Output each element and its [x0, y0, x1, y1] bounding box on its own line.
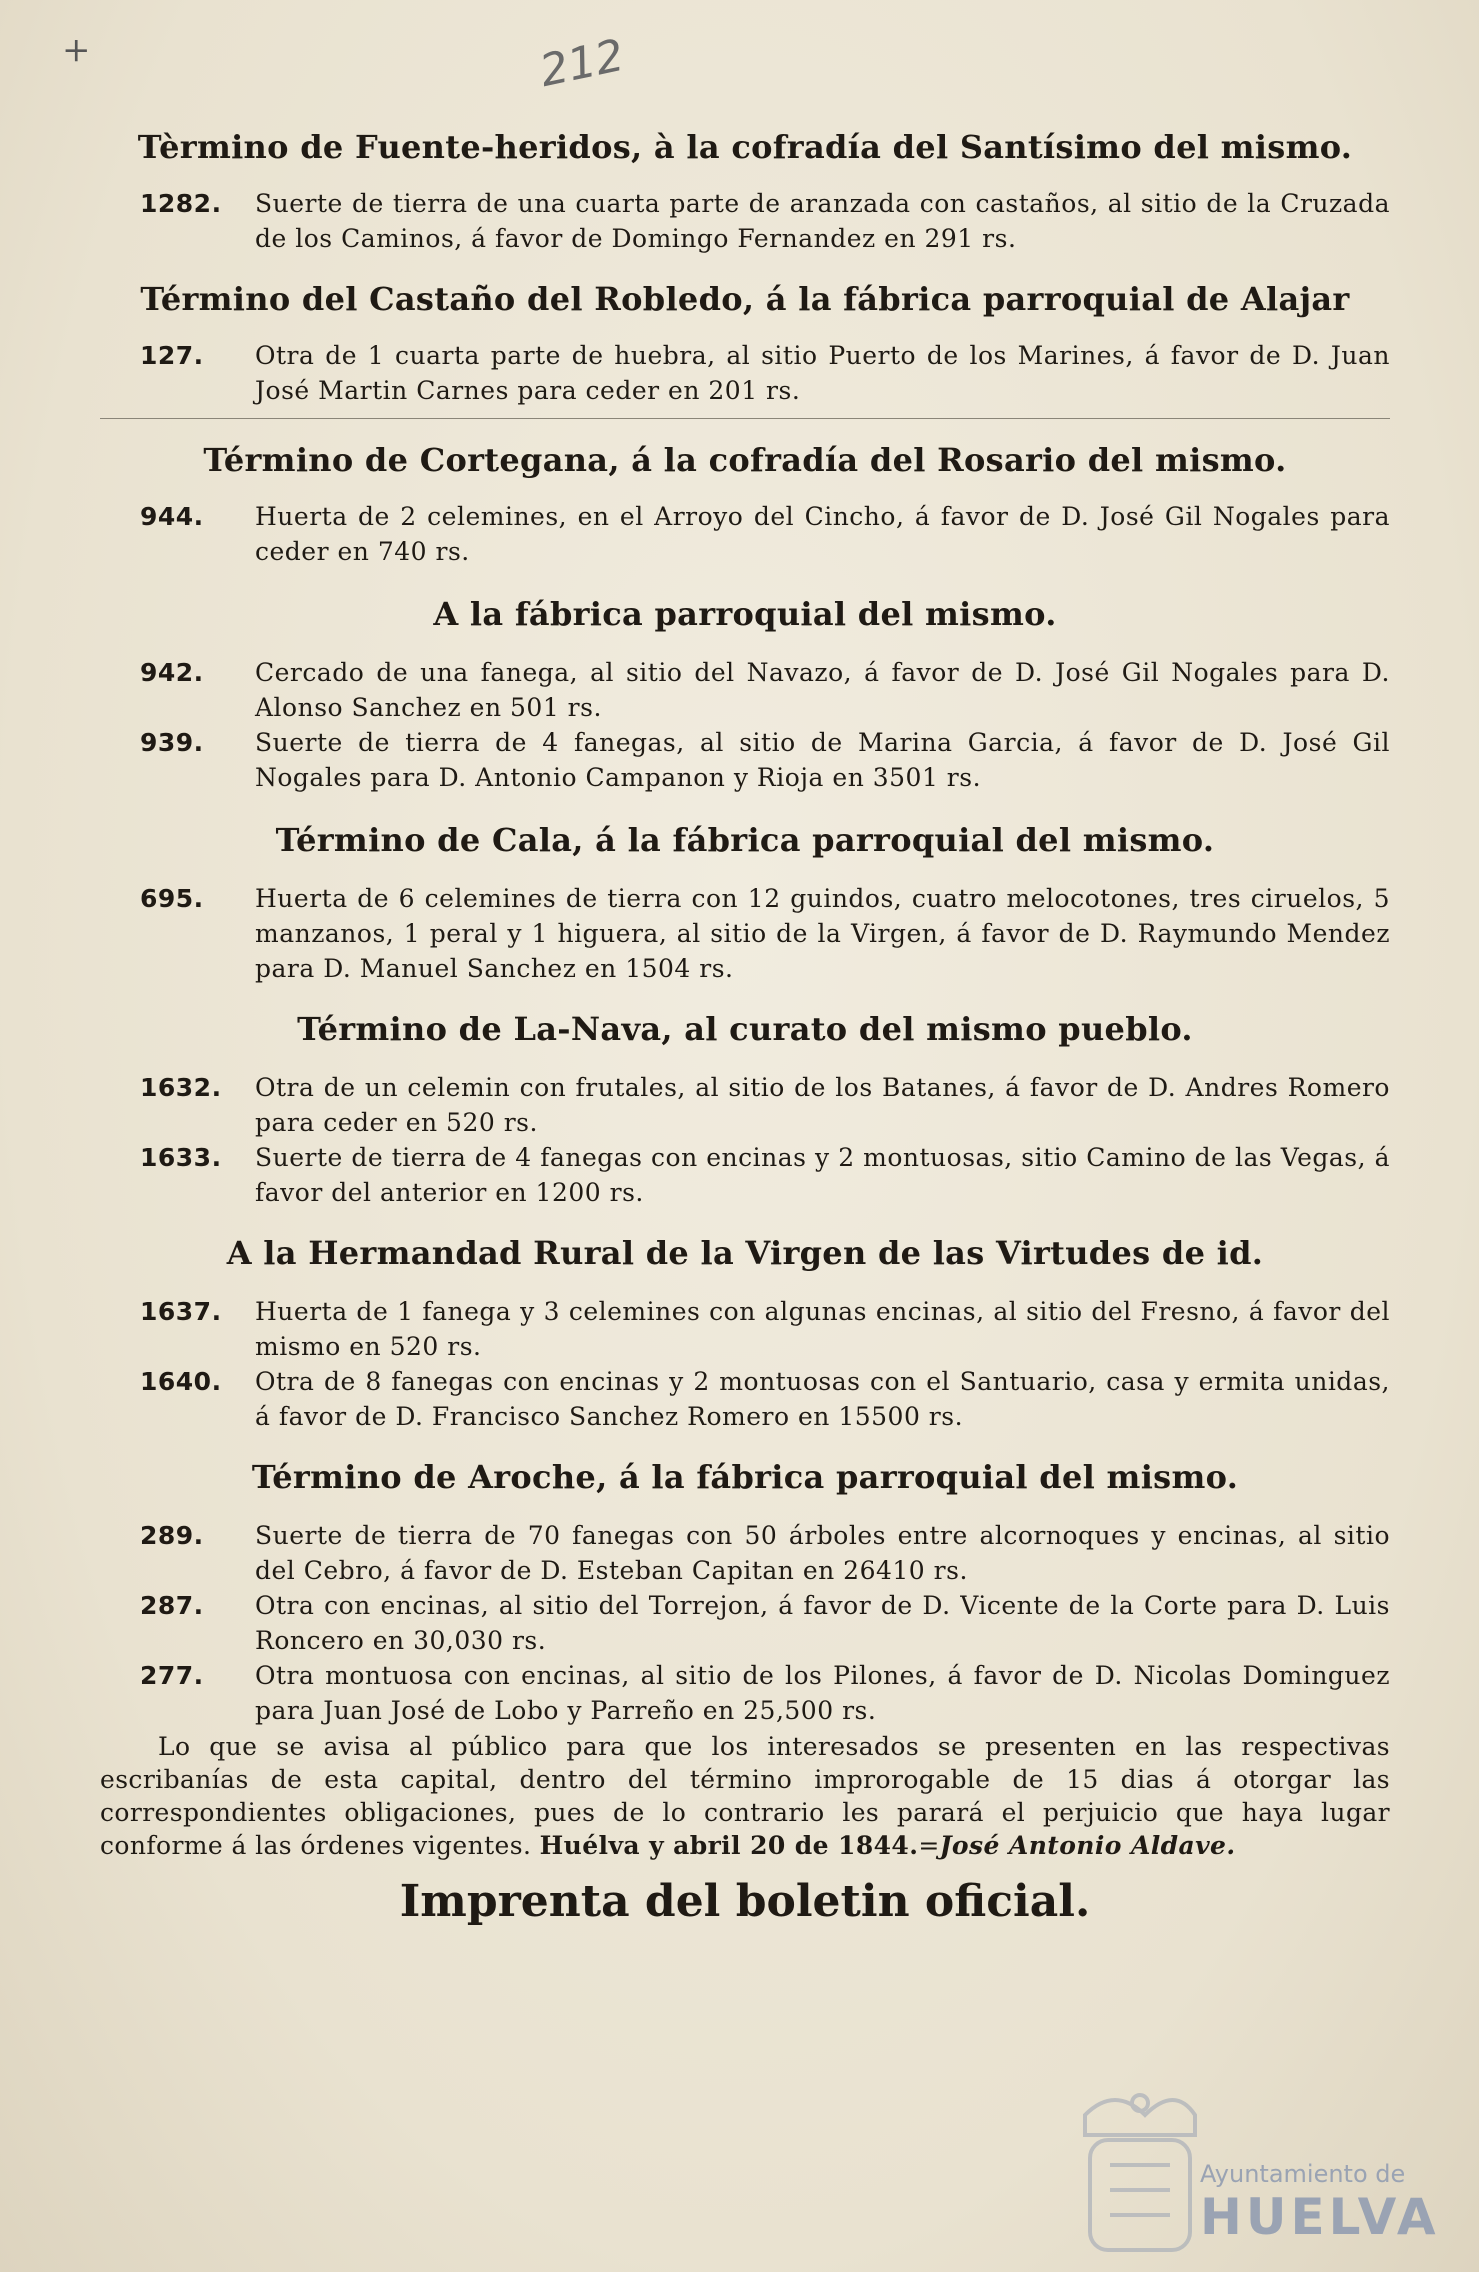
entry-number: 695.	[140, 884, 204, 913]
entry-text: Otra montuosa con encinas, al sitio de los Pilones, á favor de D. Nicolas Dominguez para Juan José de Lobo y Parreño en 25,500 rs.	[255, 1661, 1390, 1725]
watermark-title: HUELVA	[1200, 2188, 1440, 2246]
list-item	[100, 499, 1390, 569]
notice-body: Lo que se avisa al público para que los interesados se presenten en las respectivas escribanías de esta capital, dentro del término improrogable de 15 dias á otorgar las correspondientes obligaciones, pues de lo contrario les parará el perjuicio que haya lugar conforme á las órdenes vigentes.	[100, 1732, 1390, 1860]
corner-mark: +	[62, 30, 91, 70]
entry-text: Suerte de tierra de 4 fanegas, al sitio de Marina Garcia, á favor de D. José Gil Nogales para D. Antonio Campanon y Rioja en 3501 rs.	[255, 728, 1390, 792]
list-item	[100, 186, 1390, 256]
watermark-caption: Ayuntamiento de	[1200, 2160, 1406, 2188]
section-title: Término de La-Nava, al curato del mismo pueblo.	[297, 1010, 1193, 1048]
section-title: Término del Castaño del Robledo, á la fábrica parroquial de Alajar	[140, 280, 1350, 318]
section-title: Término de Aroche, á la fábrica parroquial del mismo.	[251, 1458, 1239, 1496]
imprint-line: Imprenta del boletin oficial.	[399, 1876, 1091, 1927]
list-item	[100, 1070, 1390, 1140]
notice-separator: =	[918, 1831, 940, 1860]
entry-text: Otra de un celemin con frutales, al sitio de los Batanes, á favor de D. Andres Romero para ceder en 520 rs.	[255, 1073, 1390, 1137]
pencil-page-number: 212	[535, 29, 629, 98]
list-item	[100, 655, 1390, 725]
section-title: A la Hermandad Rural de la Virgen de las Virtudes de id.	[226, 1234, 1264, 1272]
entry-text: Otra de 1 cuarta parte de huebra, al sitio Puerto de los Marines, á favor de D. Juan José Martin Carnes para ceder en 201 rs.	[255, 341, 1390, 405]
entry-text: Huerta de 1 fanega y 3 celemines con algunas encinas, al sitio del Fresno, á favor del mismo en 520 rs.	[255, 1297, 1390, 1361]
entry-number: 1633.	[140, 1143, 222, 1172]
list-item	[100, 1518, 1390, 1588]
entry-number: 127.	[140, 341, 204, 370]
entry-number: 1632.	[140, 1073, 222, 1102]
section-title: Término de Cala, á la fábrica parroquial del mismo.	[275, 821, 1215, 859]
entry-text: Otra de 8 fanegas con encinas y 2 montuosas con el Santuario, casa y ermita unidas, á favor de D. Francisco Sanchez Romero en 15500 rs.	[255, 1367, 1390, 1431]
notice-date: Huélva y abril 20 de 1844.	[539, 1831, 919, 1860]
entry-number: 289.	[140, 1521, 204, 1550]
list-item	[100, 881, 1390, 986]
list-item	[100, 725, 1390, 795]
entry-number: 1637.	[140, 1297, 222, 1326]
list-item	[100, 1294, 1390, 1364]
section-title: A la fábrica parroquial del mismo.	[433, 595, 1057, 633]
entry-number: 939.	[140, 728, 204, 757]
entry-number: 277.	[140, 1661, 204, 1690]
section-title: Término de Cortegana, á la cofradía del Rosario del mismo.	[203, 441, 1287, 479]
entry-text: Huerta de 2 celemines, en el Arroyo del Cincho, á favor de D. José Gil Nogales para ceder en 740 rs.	[255, 502, 1390, 566]
entry-text: Cercado de una fanega, al sitio del Navazo, á favor de D. José Gil Nogales para D. Alonso Sanchez en 501 rs.	[255, 658, 1390, 722]
section-title: Tèrmino de Fuente-heridos, à la cofradía del Santísimo del mismo.	[137, 128, 1353, 166]
document-body	[100, 128, 1390, 1927]
entry-number: 1282.	[140, 189, 222, 218]
entry-number: 287.	[140, 1591, 204, 1620]
entry-text: Huerta de 6 celemines de tierra con 12 guindos, cuatro melocotones, tres ciruelos, 5 manzanos, 1 peral y 1 higuera, al sitio de la Virgen, á favor de D. Raymundo Mendez para D. Manuel Sanchez en 1504 rs.	[255, 884, 1390, 983]
list-item	[100, 1588, 1390, 1658]
entry-number: 944.	[140, 502, 204, 531]
list-item	[100, 1364, 1390, 1434]
signature: José Antonio Aldave.	[939, 1831, 1236, 1860]
list-item	[100, 338, 1390, 408]
entry-number: 1640.	[140, 1367, 222, 1396]
entry-text: Suerte de tierra de 4 fanegas con encinas y 2 montuosas, sitio Camino de las Vegas, á favor del anterior en 1200 rs.	[255, 1143, 1390, 1207]
entry-text: Otra con encinas, al sitio del Torrejon, á favor de D. Vicente de la Corte para D. Luis Roncero en 30,030 rs.	[255, 1591, 1390, 1655]
entry-text: Suerte de tierra de una cuarta parte de aranzada con castaños, al sitio de la Cruzada de los Caminos, á favor de Domingo Fernandez en 291 rs.	[255, 189, 1390, 253]
list-item	[100, 1140, 1390, 1210]
list-item	[100, 1658, 1390, 1728]
closing-notice	[100, 1730, 1390, 1862]
entry-text: Suerte de tierra de 70 fanegas con 50 árboles entre alcornoques y encinas, al sitio del Cebro, á favor de D. Esteban Capitan en 26410 rs.	[255, 1521, 1390, 1585]
entry-number: 942.	[140, 658, 204, 687]
divider	[100, 418, 1390, 419]
